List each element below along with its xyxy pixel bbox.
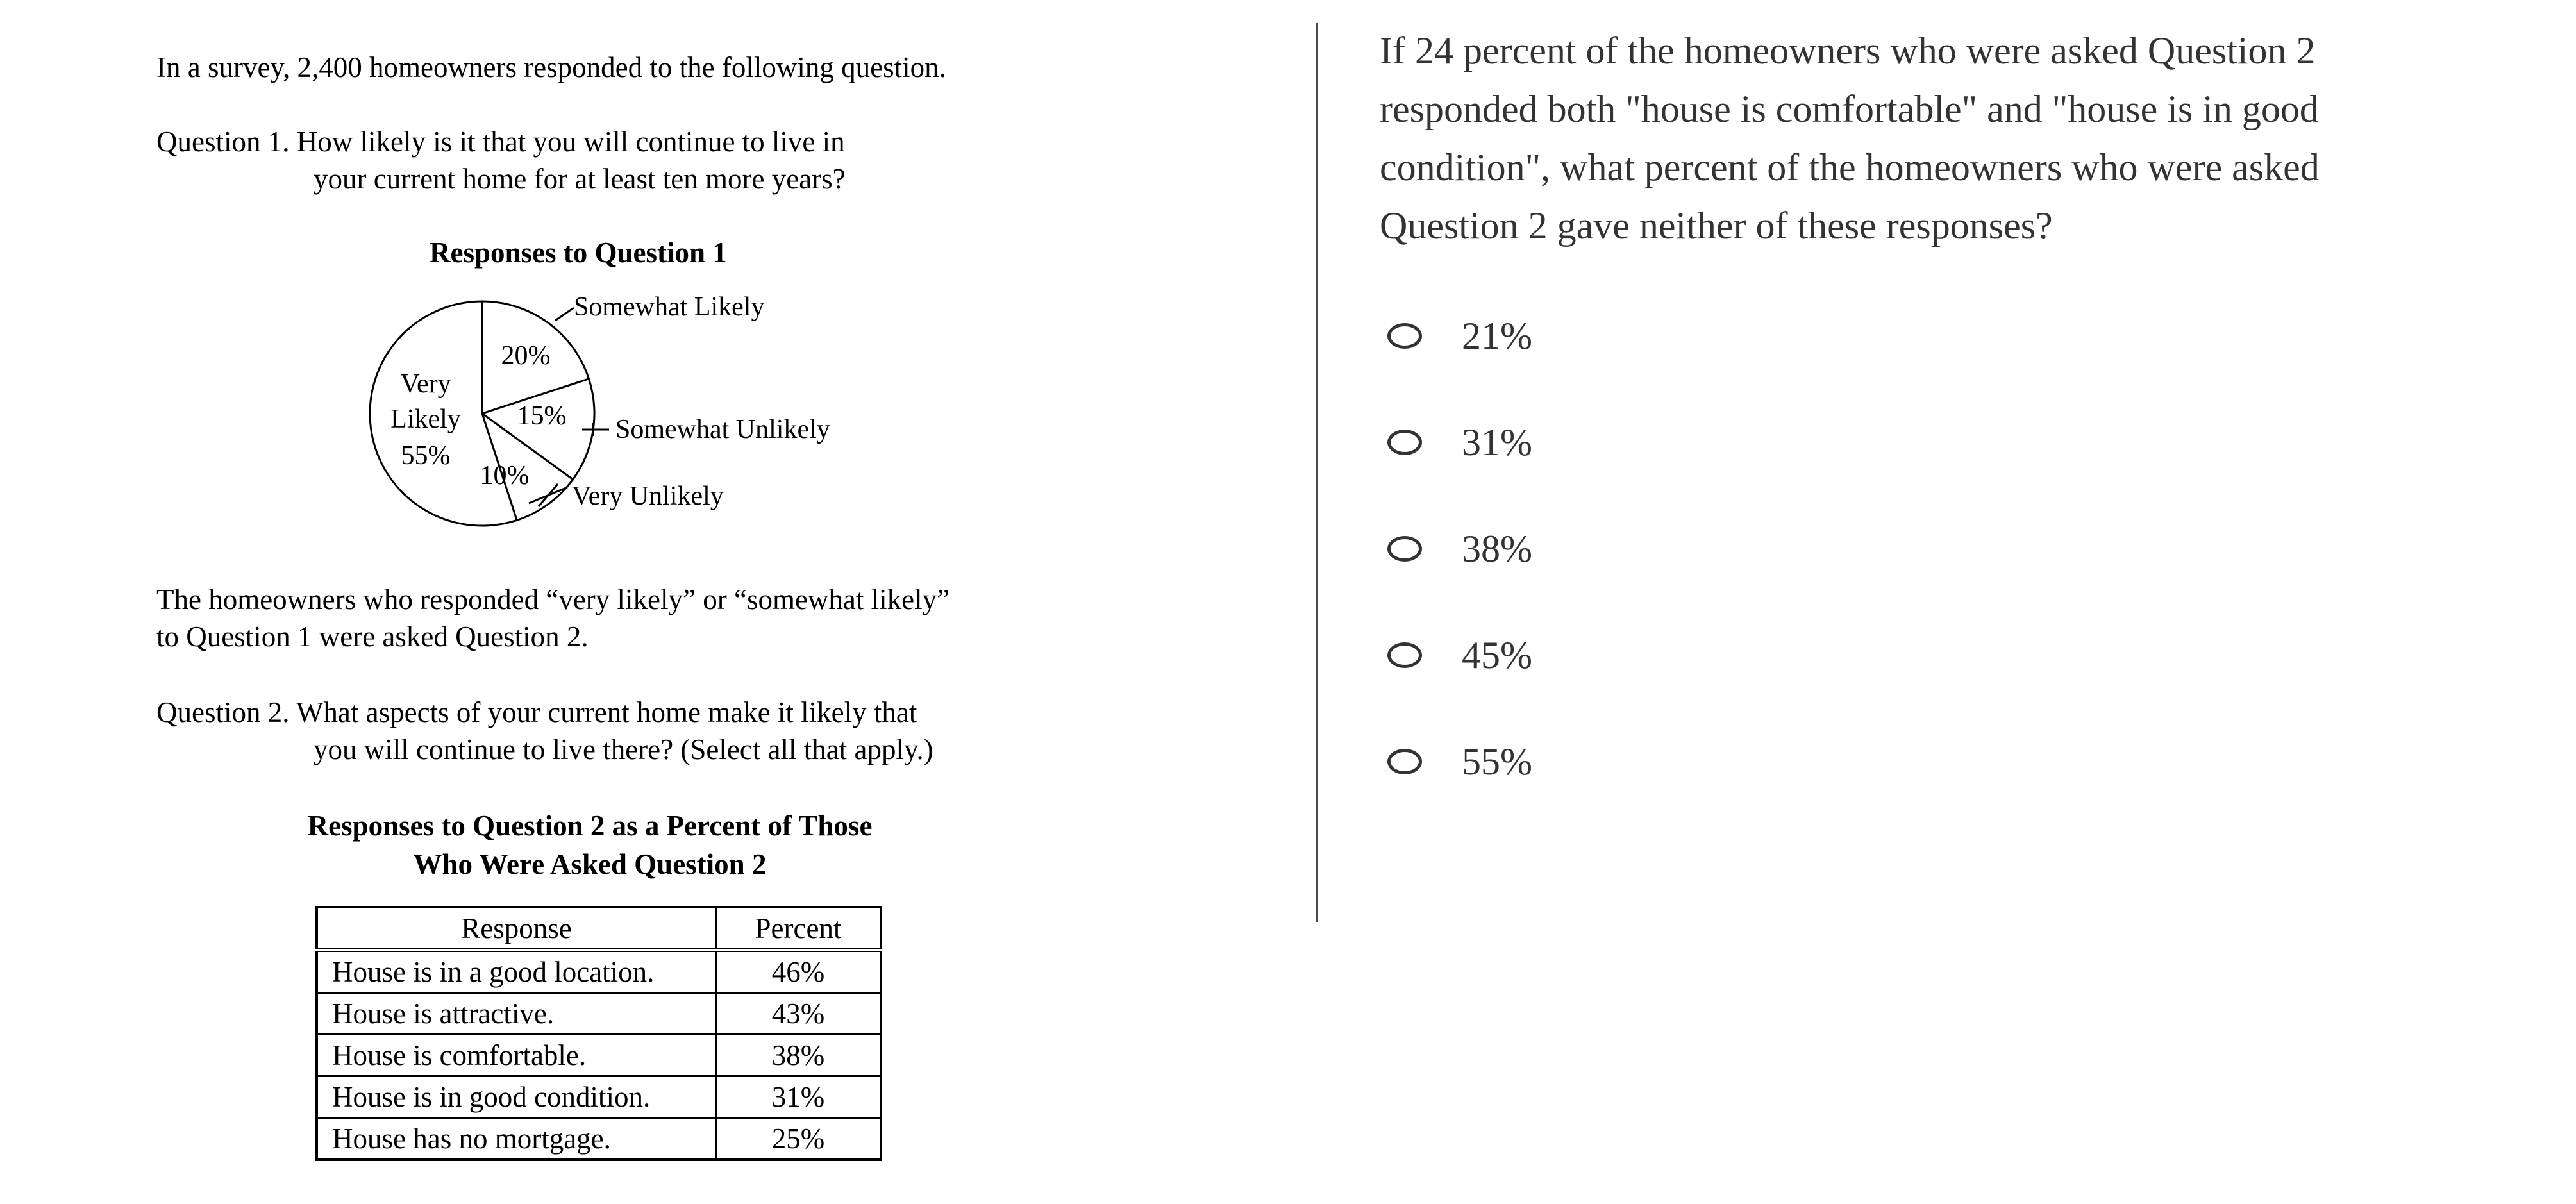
pie-chart bbox=[346, 282, 910, 539]
table-title-line2: Who Were Asked Question 2 bbox=[413, 848, 767, 880]
question-1 bbox=[156, 123, 1118, 200]
question-1-line1: How likely is it that you will continue to live in bbox=[296, 126, 845, 158]
pct-label-very-likely: 55% bbox=[401, 441, 451, 471]
header-percent: Percent bbox=[716, 907, 882, 950]
middle-text-line1: The homeowners who responded “very likely” or “somewhat likely” bbox=[156, 583, 950, 615]
choice-label: 55% bbox=[1462, 740, 1532, 783]
response-cell: House is comfortable. bbox=[317, 1035, 716, 1076]
pct-label-very-unlikely: 10% bbox=[480, 461, 530, 490]
header-response: Response bbox=[317, 907, 716, 950]
table-title-line1: Responses to Question 2 as a Percent of Those bbox=[307, 810, 873, 842]
table-row bbox=[317, 993, 881, 1035]
response-cell: House is in a good location. bbox=[317, 950, 716, 993]
choice-c[interactable] bbox=[1387, 522, 1532, 576]
label-very-unlikely: Very Unlikely bbox=[572, 481, 724, 511]
choice-b[interactable] bbox=[1387, 415, 1532, 469]
radio-button-icon[interactable] bbox=[1387, 536, 1422, 562]
responses-table bbox=[315, 906, 882, 1161]
percent-cell: 43% bbox=[716, 993, 882, 1035]
label-somewhat-likely: Somewhat Likely bbox=[574, 292, 765, 322]
choice-label: 45% bbox=[1462, 633, 1532, 676]
question-2 bbox=[156, 694, 1182, 771]
percent-cell: 46% bbox=[716, 950, 882, 993]
label-somewhat-unlikely: Somewhat Unlikely bbox=[615, 415, 830, 444]
table-row bbox=[317, 1035, 881, 1076]
table-title bbox=[0, 807, 1180, 883]
question-1-line2: your current home for at least ten more years? bbox=[314, 163, 846, 195]
question-text: If 24 percent of the homeowners who were asked Question 2 responded both "house is comfortable" and "house is in good condition", what percent of the homeowners who were asked Question 2 gave neither of these responses? bbox=[1380, 29, 2320, 247]
choice-e[interactable] bbox=[1387, 735, 1532, 789]
percent-cell: 38% bbox=[716, 1035, 882, 1076]
question-panel bbox=[1318, 0, 2576, 1204]
response-cell: House has no mortgage. bbox=[317, 1118, 716, 1160]
question-2-line1: What aspects of your current home make it likely that bbox=[296, 696, 917, 728]
middle-text-line2: to Question 1 were asked Question 2. bbox=[156, 621, 589, 653]
choice-label: 38% bbox=[1462, 527, 1532, 570]
percent-cell: 31% bbox=[716, 1076, 882, 1118]
question-2-line2: you will continue to live there? (Select all that apply.) bbox=[314, 733, 933, 765]
table-header-row bbox=[317, 907, 881, 950]
choice-d[interactable] bbox=[1387, 628, 1532, 682]
question-2-label: Question 2. bbox=[156, 696, 290, 728]
radio-button-icon[interactable] bbox=[1387, 430, 1422, 455]
label-likely: Likely bbox=[390, 405, 461, 434]
response-cell: House is in good condition. bbox=[317, 1076, 716, 1118]
pie-chart-title: Responses to Question 1 bbox=[430, 237, 727, 269]
table-row bbox=[317, 1118, 881, 1160]
table-row bbox=[317, 1076, 881, 1118]
radio-button-icon[interactable] bbox=[1387, 749, 1422, 774]
choice-a[interactable] bbox=[1387, 309, 1532, 363]
radio-button-icon[interactable] bbox=[1387, 642, 1422, 668]
response-cell: House is attractive. bbox=[317, 993, 716, 1035]
choice-label: 31% bbox=[1462, 421, 1532, 464]
leader-somewhat-likely bbox=[555, 308, 574, 321]
percent-cell: 25% bbox=[716, 1118, 882, 1160]
survey-intro: In a survey, 2,400 homeowners responded to the following question. bbox=[156, 51, 946, 83]
pct-label-somewhat-unlikely: 15% bbox=[517, 401, 567, 431]
pct-label-somewhat-likely: 20% bbox=[501, 341, 551, 371]
choice-label: 21% bbox=[1462, 314, 1532, 357]
question-1-label: Question 1. bbox=[156, 126, 290, 158]
label-very: Very bbox=[400, 369, 451, 399]
table-row bbox=[317, 950, 881, 993]
radio-button-icon[interactable] bbox=[1387, 323, 1422, 349]
